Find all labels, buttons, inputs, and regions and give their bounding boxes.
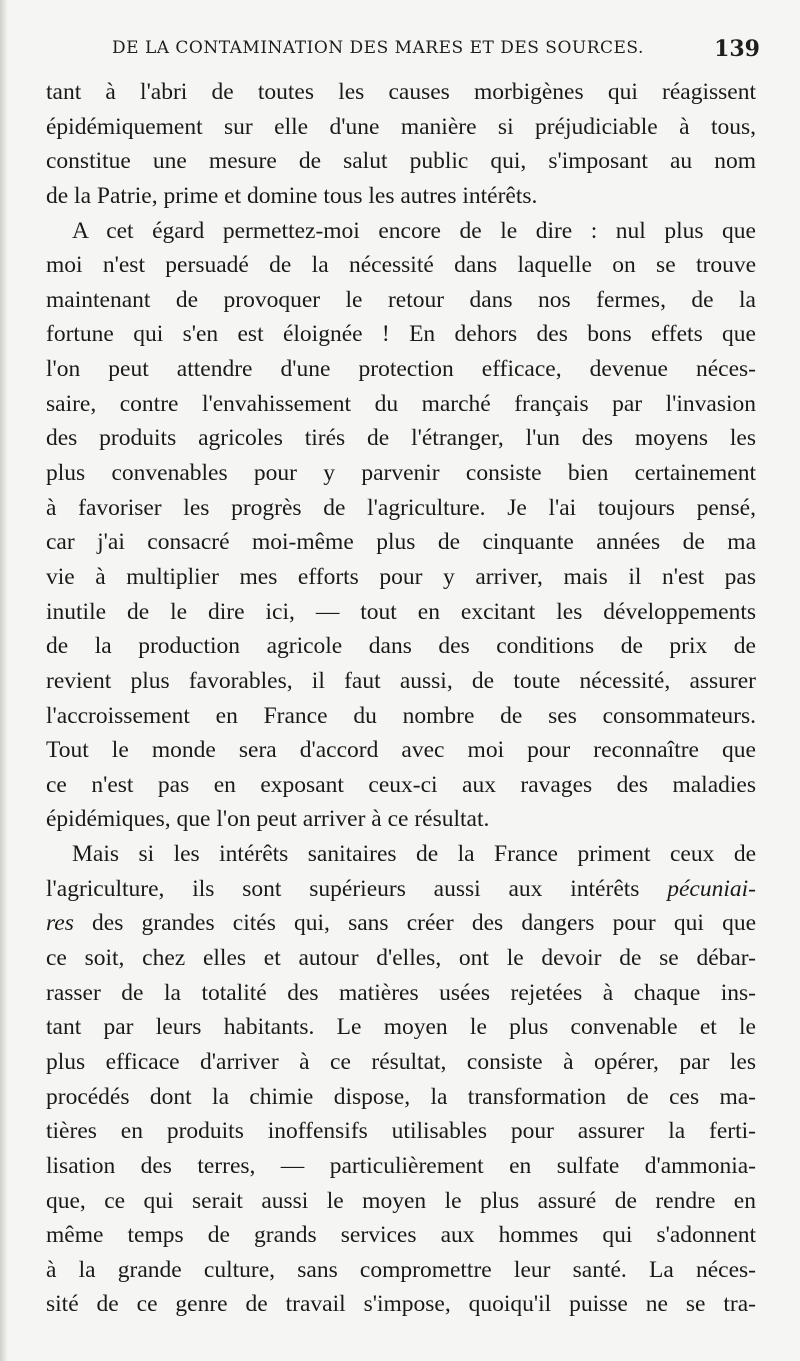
text-line: maintenant de provoquer le retour dans nos fermes, de la: [46, 286, 756, 313]
text-line: à favoriser les progrès de l'agriculture. Je l'ai toujours pensé,: [46, 494, 756, 521]
text-line: moi n'est persuadé de la nécessité dans laquelle on se trouve: [46, 252, 756, 279]
text-line: tant à l'abri de toutes les causes morbigènes qui réagissent: [46, 79, 756, 105]
text-line: plus efficace d'arriver à ce résultat, consiste à opérer, par les: [46, 1048, 756, 1075]
text-line: Mais si les intérêts sanitaires de la France priment ceux de: [72, 841, 756, 868]
text-line: l'accroissement en France du nombre de ses consommateurs.: [46, 702, 756, 729]
text-line: fortune qui s'en est éloignée ! En dehors des bons effets que: [46, 321, 756, 348]
text-line: res des grandes cités qui, sans créer des dangers pour qui que: [46, 910, 756, 937]
text-line: rasser de la totalité des matières usées rejetées à chaque ins-: [46, 979, 756, 1006]
text-line: des produits agricoles tirés de l'étranger, l'un des moyens les: [46, 425, 756, 452]
text-line: de la production agricole dans des conditions de prix de: [46, 633, 756, 660]
running-title: DE LA CONTAMINATION DES MARES ET DES SOURCES.: [112, 38, 644, 58]
text-line: constitue une mesure de salut public qui, s'imposant au nom: [46, 148, 756, 175]
text-line: que, ce qui serait aussi le moyen le plus assuré de rendre en: [46, 1187, 756, 1214]
text-line: tant par leurs habitants. Le moyen le plus convenable et le: [46, 1014, 756, 1041]
text-line: de la Patrie, prime et domine tous les autres intérêts.: [46, 182, 538, 209]
text-line: épidémiquement sur elle d'une manière si préjudiciable à tous,: [46, 113, 756, 140]
text-line: revient plus favorables, il faut aussi, de toute nécessité, assurer: [46, 667, 756, 694]
running-head: [112, 36, 760, 62]
paragraph: [46, 214, 756, 838]
paragraph: [46, 75, 756, 214]
text-line: sité de ce genre de travail s'impose, quoiqu'il puisse ne se tra-: [46, 1291, 756, 1318]
text-line: saire, contre l'envahissement du marché français par l'invasion: [46, 390, 756, 417]
text-line: l'on peut attendre d'une protection efficace, devenue néces-: [46, 356, 756, 383]
text-line: tières en produits inoffensifs utilisables pour assurer la ferti-: [46, 1118, 756, 1145]
paragraph: [46, 837, 756, 1322]
text-line: ce n'est pas en exposant ceux-ci aux ravages des maladies: [46, 771, 756, 798]
text-line: vie à multiplier mes efforts pour y arriver, mais il n'est pas: [46, 563, 756, 590]
text-line: même temps de grands services aux hommes qui s'adonnent: [46, 1222, 756, 1249]
text-line: l'agriculture, ils sont supérieurs aussi aux intérêts pécuniai-: [46, 875, 756, 902]
text-line: inutile de le dire ici, — tout en excitant les développements: [46, 598, 756, 625]
text-line: A cet égard permettez-moi encore de le dire : nul plus que: [72, 217, 756, 244]
text-line: Tout le monde sera d'accord avec moi pour reconnaître que: [46, 737, 756, 764]
text-line: ce soit, chez elles et autour d'elles, ont le devoir de se débar-: [46, 945, 756, 972]
text-line: plus convenables pour y parvenir consiste bien certainement: [46, 460, 756, 487]
text-line: à la grande culture, sans compromettre leur santé. La néces-: [46, 1256, 756, 1283]
page-number: 139: [714, 36, 760, 62]
text-line: car j'ai consacré moi-même plus de cinquante années de ma: [46, 529, 756, 556]
text-line: épidémiques, que l'on peut arriver à ce résultat.: [46, 806, 490, 833]
body-text: [46, 75, 756, 1322]
text-line: procédés dont la chimie dispose, la transformation de ces ma-: [46, 1083, 756, 1110]
text-line: lisation des terres, — particulièrement en sulfate d'ammonia-: [46, 1152, 756, 1179]
